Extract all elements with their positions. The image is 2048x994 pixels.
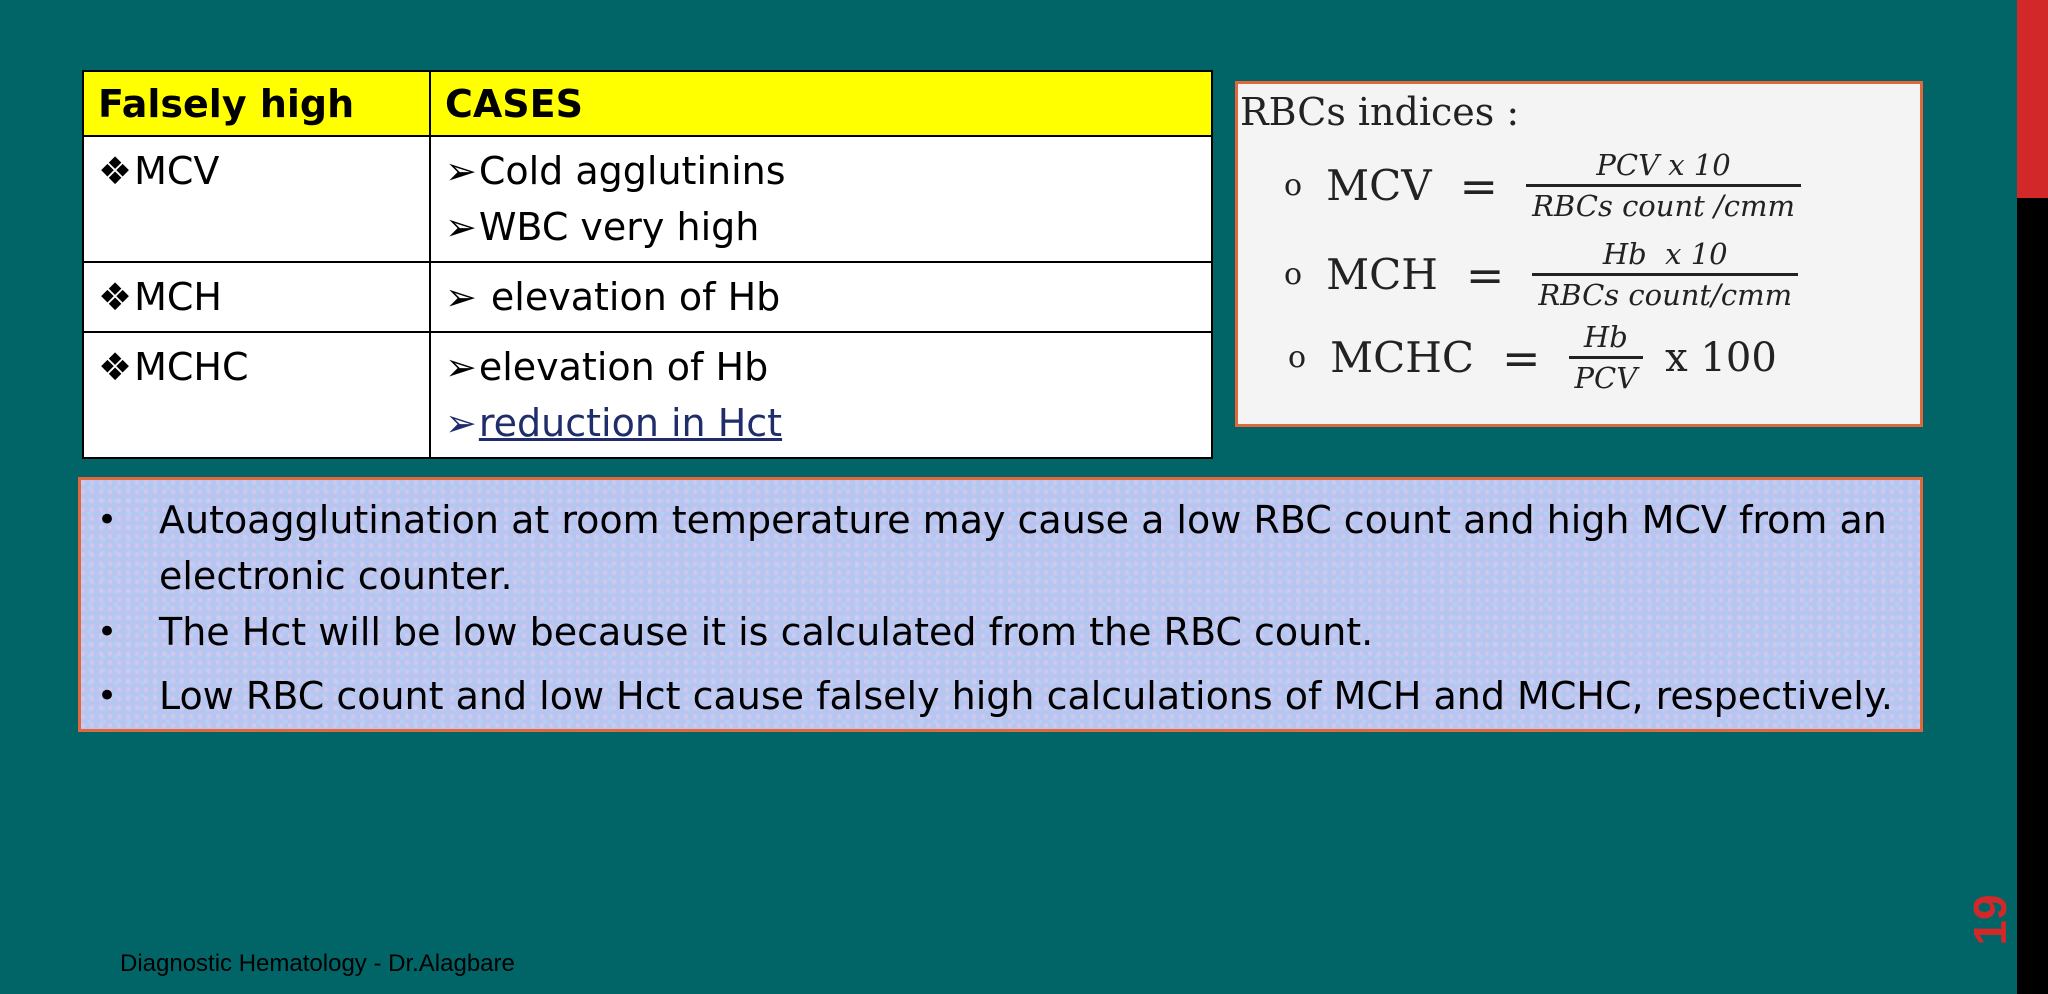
- denominator: RBCs count /cmm: [1526, 184, 1801, 223]
- table-row: [83, 332, 1212, 458]
- diamond-bullet-icon: ❖: [98, 344, 133, 389]
- slide-number: 19: [1964, 894, 2016, 946]
- index-cell: [83, 136, 430, 262]
- cases-cell: [430, 136, 1212, 262]
- case-text: elevation of Hb: [478, 344, 769, 389]
- case-text: elevation of Hb: [478, 275, 781, 320]
- equals-sign: =: [1465, 247, 1505, 302]
- numerator: Hb x 10: [1602, 237, 1728, 271]
- arrow-bullet-icon: ➢: [445, 344, 477, 389]
- diamond-bullet-icon: ❖: [98, 149, 133, 194]
- numerator: Hb: [1583, 320, 1628, 354]
- case-text: Cold agglutinins: [478, 149, 786, 194]
- edge-black-bar: [2017, 198, 2048, 994]
- formula-row-mcv: [1284, 148, 1801, 223]
- arrow-bullet-icon: ➢: [445, 400, 477, 445]
- numerator: PCV x 10: [1596, 148, 1731, 182]
- formula-row-mch: [1284, 237, 1798, 312]
- fraction: [1526, 148, 1801, 223]
- formula-title: RBCs indices :: [1240, 90, 1520, 134]
- formula-row-mchc: [1288, 320, 1777, 395]
- fraction: [1532, 237, 1798, 312]
- edge-red-bar: [2017, 0, 2048, 198]
- header-cases: CASES: [430, 71, 1212, 136]
- fraction: [1569, 320, 1644, 395]
- index-label: MCV: [134, 149, 220, 194]
- header-falsely-high: Falsely high: [83, 71, 430, 136]
- falsely-high-table: [82, 70, 1213, 459]
- formula-name: MCV: [1326, 161, 1432, 210]
- index-label: MCH: [134, 275, 222, 320]
- rbc-indices-formula-image: [1235, 81, 1923, 427]
- bullet-dot-icon: •: [97, 676, 118, 716]
- formula-name: MCHC: [1330, 333, 1474, 382]
- index-cell: [83, 262, 430, 331]
- bullet-dot-icon: •: [97, 612, 118, 652]
- table-header-row: [83, 71, 1212, 136]
- formula-multiplier: x 100: [1665, 334, 1777, 381]
- cases-cell: [430, 332, 1212, 458]
- equals-sign: =: [1501, 330, 1541, 385]
- cases-cell: [430, 262, 1212, 331]
- case-item-link[interactable]: [445, 395, 1197, 451]
- circle-bullet-icon: o: [1288, 340, 1307, 375]
- explanation-box: [78, 477, 1923, 732]
- index-cell: [83, 332, 430, 458]
- circle-bullet-icon: o: [1284, 257, 1303, 292]
- footer-text: Diagnostic Hematology - Dr.Alagbare: [120, 950, 515, 977]
- arrow-bullet-icon: ➢: [445, 149, 477, 194]
- formula-name: MCH: [1326, 250, 1438, 299]
- case-text: WBC very high: [478, 205, 760, 250]
- table-row: [83, 136, 1212, 262]
- arrow-bullet-icon: ➢: [445, 205, 477, 250]
- circle-bullet-icon: o: [1284, 168, 1303, 203]
- bullet-dot-icon: •: [97, 500, 118, 540]
- denominator: PCV: [1569, 356, 1644, 395]
- reduction-in-hct-link[interactable]: reduction in Hct: [478, 400, 783, 445]
- equals-sign: =: [1459, 158, 1499, 213]
- diamond-bullet-icon: ❖: [98, 275, 133, 320]
- bullet-text: Low RBC count and low Hct cause falsely high calculations of MCH and MCHC, respectively.: [159, 674, 1894, 718]
- case-item: [445, 143, 1197, 199]
- list-item: [81, 492, 1921, 604]
- case-item: [445, 199, 1197, 255]
- arrow-bullet-icon: ➢: [445, 275, 477, 320]
- bullet-text: Autoagglutination at room temperature may cause a low RBC count and high MCV from an electronic counter.: [159, 498, 1887, 598]
- table-row: [83, 262, 1212, 331]
- bullet-text: The Hct will be low because it is calculated from the RBC count.: [159, 610, 1374, 654]
- case-item: [445, 269, 1197, 325]
- index-label: MCHC: [134, 344, 249, 389]
- denominator: RBCs count/cmm: [1532, 273, 1798, 312]
- case-item: [445, 339, 1197, 395]
